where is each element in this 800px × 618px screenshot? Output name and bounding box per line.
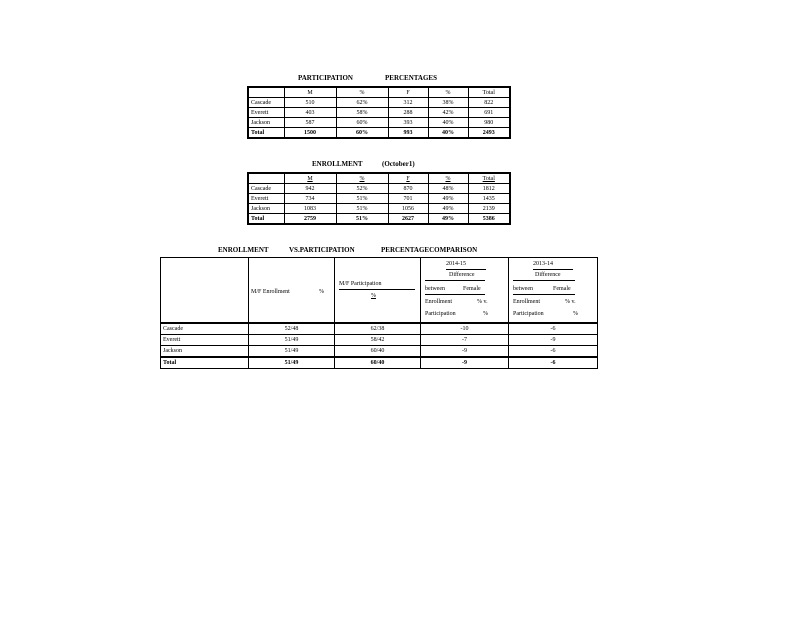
header-cell: M [284,87,336,98]
table-row [161,346,598,358]
header-cell: % [336,173,388,184]
between-label: between [513,286,533,292]
cell-f-pct: 49% [428,194,468,204]
pct-label: % [573,311,578,317]
cell-diff-2014-15: -9 [421,357,509,369]
cell-m-pct: 58% [336,108,388,118]
cell-f-pct: 40% [428,118,468,128]
cell-m-pct: 62% [336,98,388,108]
header-cell: % [428,87,468,98]
cell-enrollment: 52/48 [249,323,335,335]
cell-total: 2493 [468,128,510,139]
cell-m: 734 [284,194,336,204]
header-cell-enrollment [249,258,335,324]
cell-total: 1812 [468,184,510,194]
participation-title: PARTICIPATION [298,74,353,82]
difference-underline [513,280,575,281]
mf-participation-pct: % [371,293,376,299]
cell-participation: 58/42 [335,335,421,346]
header-cell [248,173,284,184]
cell-diff-2014-15: -10 [421,323,509,335]
comparison-title-pct: PERCENTAGECOMPARISON [381,246,478,254]
row-name: Everett [248,194,284,204]
table-header-row [161,258,598,324]
enrollment-table [247,172,511,225]
mf-participation-label: M/F Participation [339,281,382,287]
cell-total: 2139 [468,204,510,214]
cell-f: 701 [388,194,428,204]
participation-table [247,86,511,139]
cell-total: 5386 [468,214,510,225]
cell-total: 691 [468,108,510,118]
header-cell: F [388,87,428,98]
pct-v-label: % v. [477,299,488,305]
cell-f: 870 [388,184,428,194]
row-name: Jackson [161,346,249,358]
row-name: Cascade [248,184,284,194]
header-cell-empty [161,258,249,324]
row-name: Cascade [248,98,284,108]
row-name: Jackson [248,204,284,214]
total-row [248,214,510,225]
cell-m: 587 [284,118,336,128]
table-row [161,335,598,346]
row-name: Jackson [248,118,284,128]
year-underline [446,269,486,270]
row-name: Everett [248,108,284,118]
cell-enrollment: 51/49 [249,346,335,358]
row-name: Total [248,214,284,225]
cell-m-pct: 60% [336,128,388,139]
difference-underline [425,280,485,281]
header-cell: % [428,173,468,184]
cell-f: 393 [388,118,428,128]
table-row [248,204,510,214]
mf-enrollment-pct: % [319,289,324,295]
cell-total: 1435 [468,194,510,204]
pct-v-label: % v. [565,299,576,305]
cell-m: 1083 [284,204,336,214]
year-2014-15: 2014-15 [446,261,466,267]
cell-participation: 60/40 [335,346,421,358]
cell-participation: 60/40 [335,357,421,369]
header-cell: Total [468,87,510,98]
cell-m: 1500 [284,128,336,139]
header-cell-2014-15 [421,258,509,324]
cell-m-pct: 51% [336,204,388,214]
cell-m-pct: 51% [336,214,388,225]
enrollment-label: Enrollment [425,299,452,305]
header-cell [248,87,284,98]
cell-f: 312 [388,98,428,108]
table-header-row [248,173,510,184]
october-title: (October1) [382,160,415,168]
header-cell: F [388,173,428,184]
cell-total: 980 [468,118,510,128]
cell-f-pct: 49% [428,214,468,225]
enrollment-label: Enrollment [513,299,540,305]
cell-m-pct: 52% [336,184,388,194]
cell-diff-2014-15: -7 [421,335,509,346]
comparison-title-vs: VS.PARTICIPATION [289,246,355,254]
participation-underline [339,289,415,290]
percentages-title: PERCENTAGES [385,74,437,82]
between-underline [425,294,485,295]
difference-label: Difference [449,272,475,278]
total-row [248,128,510,139]
pct-label: % [483,311,488,317]
comparison-table [160,257,598,369]
participation-label: Participation [513,311,544,317]
mf-enrollment-label: M/F Enrollment [251,289,290,295]
cell-m: 510 [284,98,336,108]
cell-enrollment: 51/49 [249,335,335,346]
cell-total: 822 [468,98,510,108]
table-row [161,323,598,335]
female-label: Female [463,286,481,292]
cell-diff-2013-14: -6 [509,323,598,335]
cell-f-pct: 49% [428,204,468,214]
table-row [248,98,510,108]
cell-m: 403 [284,108,336,118]
cell-m-pct: 51% [336,194,388,204]
cell-f: 993 [388,128,428,139]
cell-f-pct: 40% [428,128,468,139]
row-name: Total [161,357,249,369]
cell-m: 942 [284,184,336,194]
female-label: Female [553,286,571,292]
row-name: Total [248,128,284,139]
row-name: Everett [161,335,249,346]
table-row [248,108,510,118]
cell-diff-2013-14: -6 [509,357,598,369]
cell-diff-2013-14: -9 [509,335,598,346]
cell-enrollment: 51/49 [249,357,335,369]
cell-f: 288 [388,108,428,118]
table-row [248,118,510,128]
cell-f: 1056 [388,204,428,214]
year-2013-14: 2013-14 [533,261,553,267]
cell-diff-2013-14: -6 [509,346,598,358]
cell-f-pct: 48% [428,184,468,194]
total-row [161,357,598,369]
header-cell: M [284,173,336,184]
cell-participation: 62/38 [335,323,421,335]
cell-f-pct: 38% [428,98,468,108]
header-cell-2013-14 [509,258,598,324]
cell-m: 2759 [284,214,336,225]
header-cell: Total [468,173,510,184]
header-cell-participation [335,258,421,324]
cell-f: 2627 [388,214,428,225]
participation-label: Participation [425,311,456,317]
difference-label: Difference [535,272,561,278]
cell-m-pct: 60% [336,118,388,128]
row-name: Cascade [161,323,249,335]
cell-diff-2014-15: -9 [421,346,509,358]
cell-f-pct: 42% [428,108,468,118]
header-cell: % [336,87,388,98]
table-header-row [248,87,510,98]
enrollment-title: ENROLLMENT [312,160,363,168]
between-underline [513,294,575,295]
table-row [248,194,510,204]
comparison-title-enrollment: ENROLLMENT [218,246,269,254]
between-label: between [425,286,445,292]
year-underline [533,269,573,270]
table-row [248,184,510,194]
